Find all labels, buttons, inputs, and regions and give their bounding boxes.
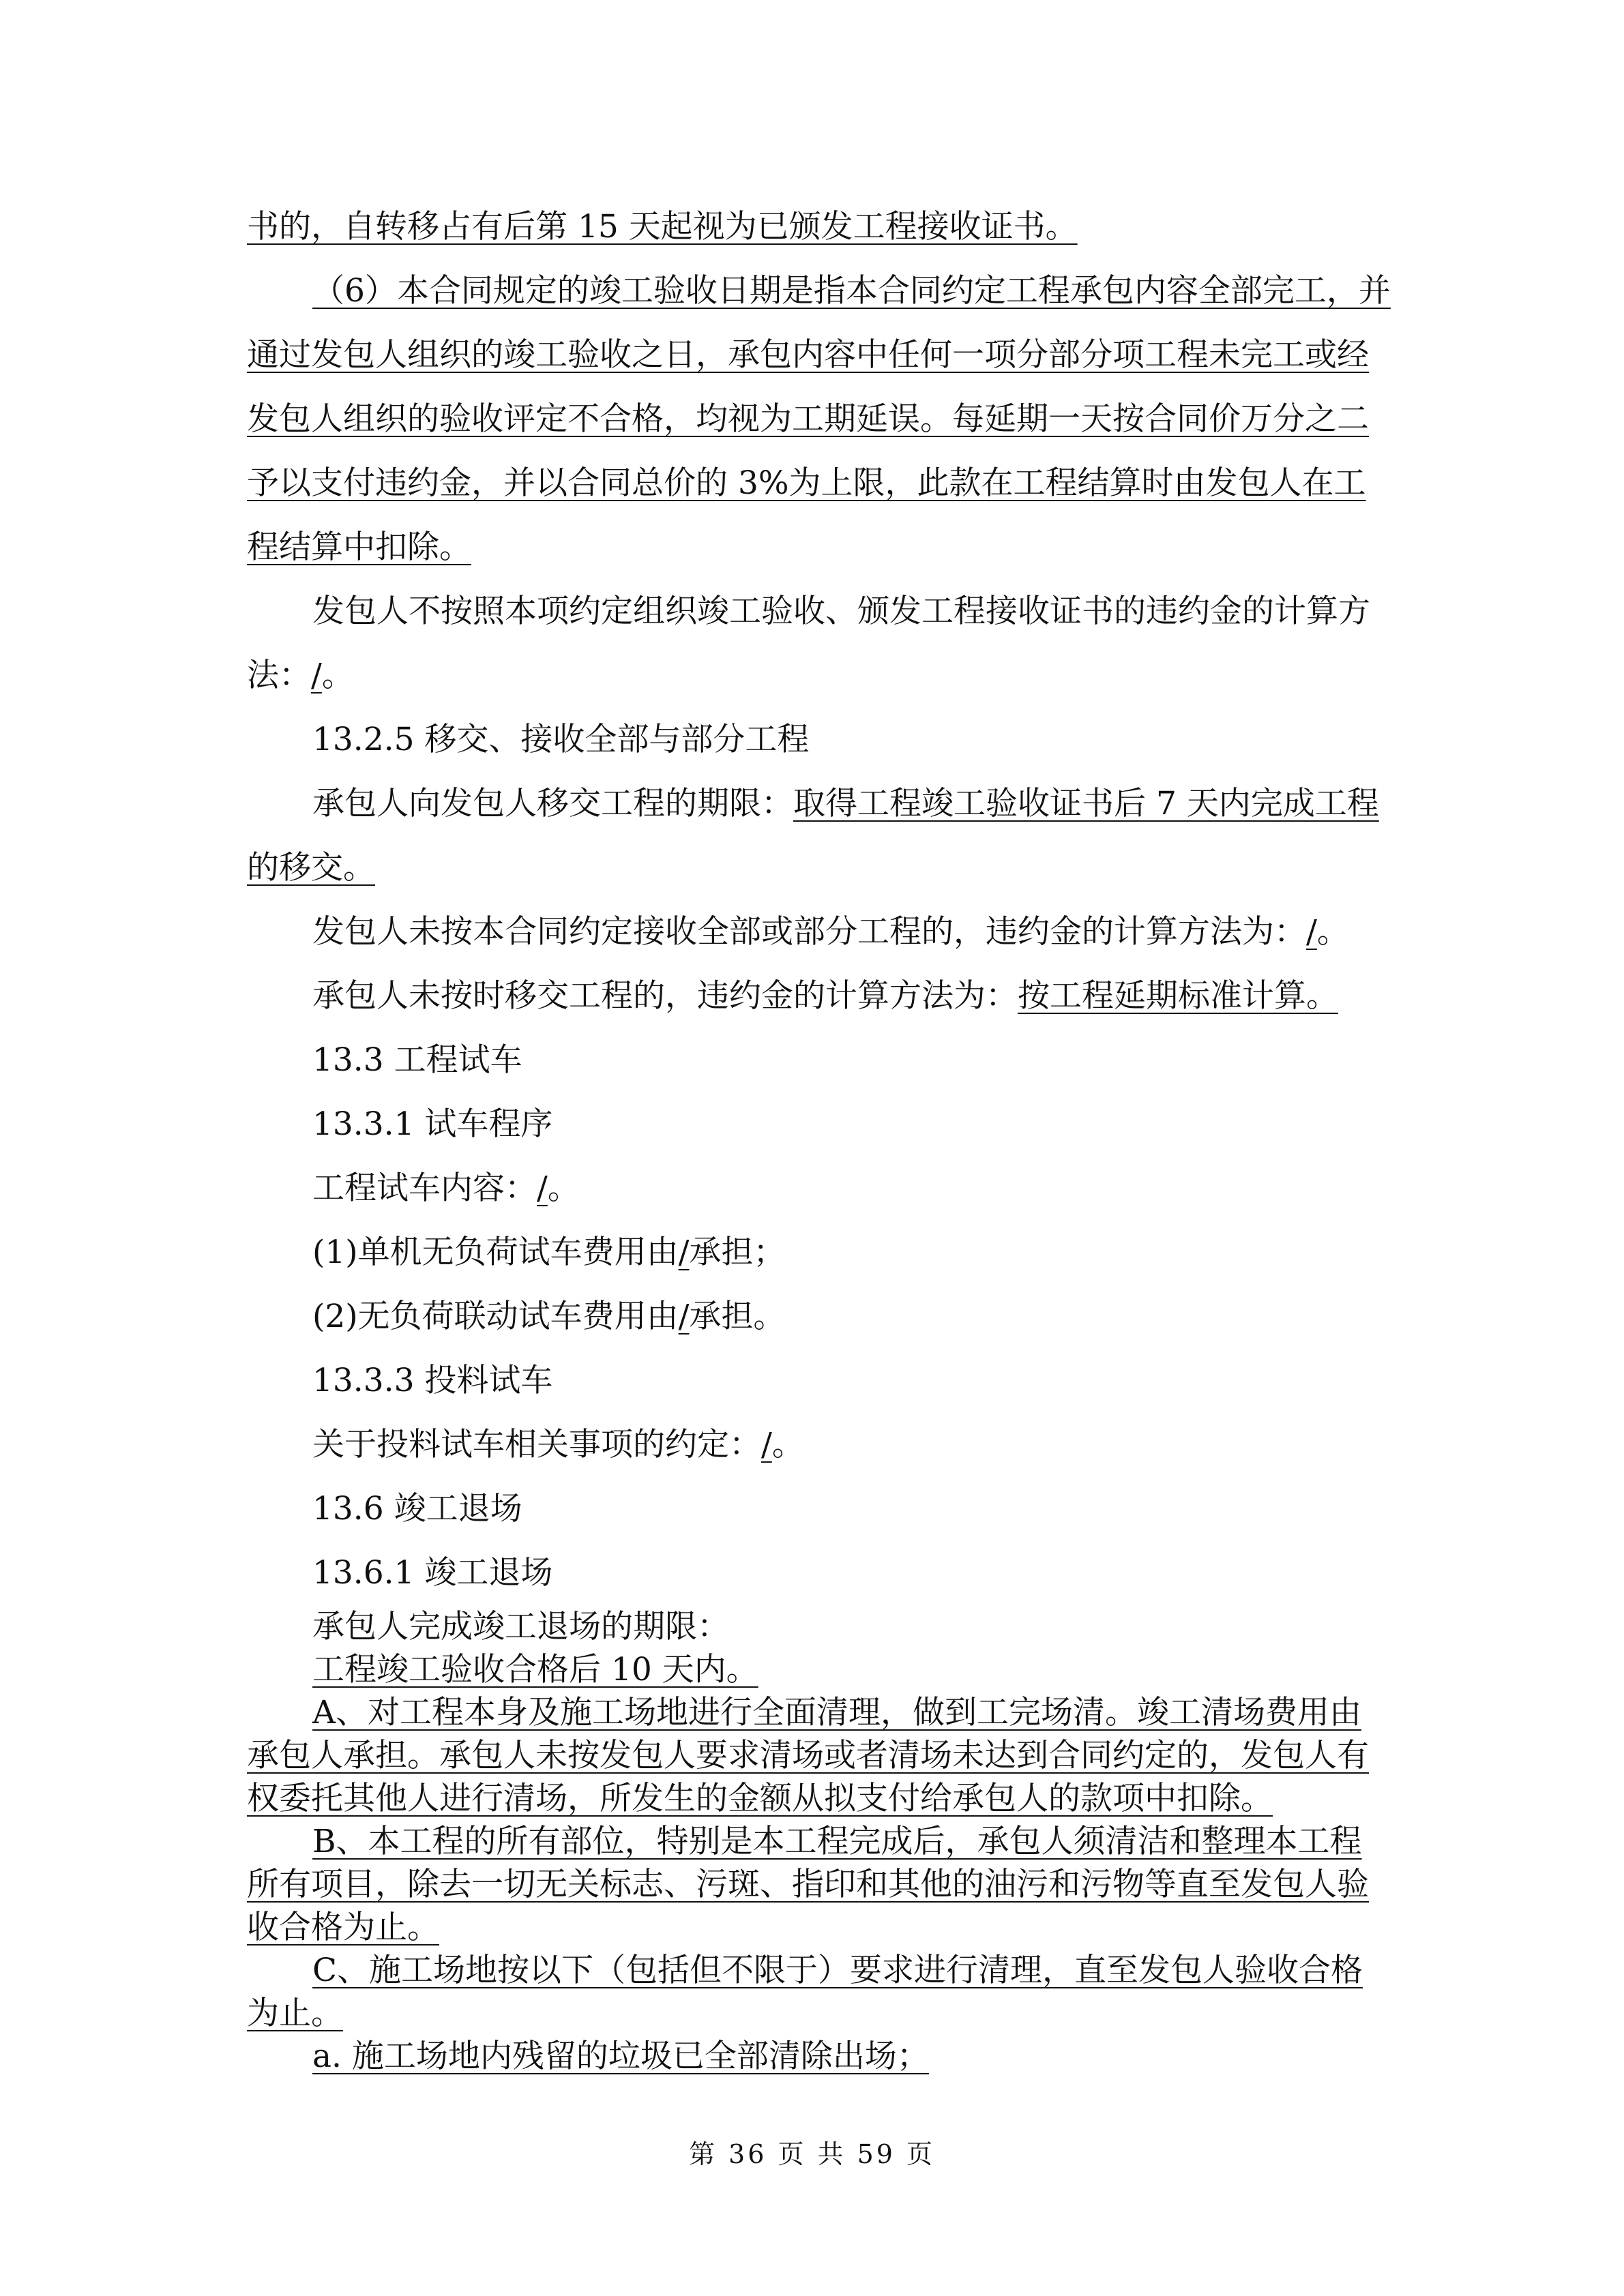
- filled-value: /: [761, 1426, 772, 1463]
- paragraph: [247, 1648, 1393, 1691]
- underlined-text: 书的，自转移占有后第 15 天起视为已颁发工程接收证书。: [247, 208, 1078, 245]
- section-heading: 13.3.1 试车程序: [312, 1105, 553, 1143]
- filled-value: /: [311, 657, 322, 694]
- section-heading: 13.3 工程试车: [312, 1041, 522, 1079]
- underlined-text: 工程竣工验收合格后 10 天内。: [312, 1651, 758, 1688]
- underlined-text: a. 施工场地内残留的垃圾已全部清除出场；: [312, 2038, 929, 2075]
- filled-value: /: [678, 1234, 690, 1271]
- text: 承担；: [689, 1234, 786, 1271]
- text: 。: [547, 1169, 580, 1207]
- underlined-text: （6）本合同规定的竣工验收日期是指本合同约定工程承包内容全部完工，并通过发包人组织的竣工验收之日，承包内容中任何一项分部分项工程未完工或经发包人组织的验收评定不合格，均视为工期延误。每延期一天按合同价万分之二予以支付违约金，并以合同总价的 3%为上限，此款在工程结算时由发包人在工程结算中扣除。: [247, 272, 1391, 566]
- paragraph: [247, 1820, 1393, 1949]
- section-heading: 13.6.1 竣工退场: [312, 1554, 553, 1592]
- section-heading: 13.3.3 投料试车: [312, 1362, 553, 1399]
- text: 工程试车内容：: [312, 1169, 537, 1207]
- text: (2)无负荷联动试车费用由: [312, 1298, 679, 1335]
- filled-value: /: [678, 1298, 690, 1335]
- page-number-footer: 第 36 页 共 59 页: [688, 2139, 936, 2169]
- document-body: [247, 195, 1393, 2078]
- paragraph: 承包人完成竣工退场的期限：: [312, 1608, 729, 1645]
- text: 承担。: [689, 1298, 786, 1335]
- filled-value: 按工程延期标准计算。: [1018, 977, 1338, 1015]
- text: 发包人未按本合同约定接收全部或部分工程的，违约金的计算方法为：: [312, 913, 1306, 951]
- text: 发包人不按照本项约定组织竣工验收、颁发工程接收证书的违约金的计算方法：: [247, 593, 1370, 694]
- paragraph: [247, 1413, 1393, 1477]
- paragraph: [247, 2035, 1393, 2078]
- text: 承包人向发包人移交工程的期限：: [312, 785, 793, 822]
- underlined-text: C、施工场地按以下（包括但不限于）要求进行清理，直至发包人验收合格为止。: [247, 1952, 1363, 2032]
- paragraph: [247, 900, 1393, 964]
- paragraph: [247, 964, 1393, 1028]
- filled-value: /: [537, 1169, 548, 1207]
- underlined-text: A、对工程本身及施工场地进行全面清理，做到工完场清。竣工清场费用由承包人承担。承包人未按发包人要求清场或者清场未达到合同约定的，发包人有权委托其他人进行清场，所发生的金额从拟支付给承包人的款项中扣除。: [247, 1694, 1369, 1817]
- paragraph: [247, 1157, 1393, 1221]
- paragraph: [247, 195, 1393, 259]
- paragraph: [247, 772, 1393, 900]
- paragraph: [247, 580, 1393, 708]
- text: (1)单机无负荷试车费用由: [312, 1234, 679, 1271]
- text: 。: [771, 1426, 804, 1463]
- underlined-text: B、本工程的所有部位，特别是本工程完成后，承包人须清洁和整理本工程所有项目，除去一切无关标志、污斑、指印和其他的油污和污物等直至发包人验收合格为止。: [247, 1823, 1369, 1946]
- section-heading: 13.2.5 移交、接收全部与部分工程: [312, 721, 810, 758]
- filled-value: /: [1306, 913, 1317, 951]
- section-heading: 13.6 竣工退场: [312, 1490, 522, 1527]
- paragraph: [247, 1949, 1393, 2035]
- filled-value: 取得工程竣工验收证书后 7 天内完成工程的移交。: [247, 785, 1379, 886]
- paragraph: [247, 1221, 1393, 1285]
- text: 关于投料试车相关事项的约定：: [312, 1426, 761, 1463]
- text: 。: [1316, 913, 1349, 951]
- paragraph: [247, 1285, 1393, 1349]
- text: 承包人未按时移交工程的，违约金的计算方法为：: [312, 977, 1018, 1015]
- paragraph: [247, 259, 1393, 580]
- text: 。: [321, 657, 354, 694]
- paragraph: [247, 1691, 1393, 1820]
